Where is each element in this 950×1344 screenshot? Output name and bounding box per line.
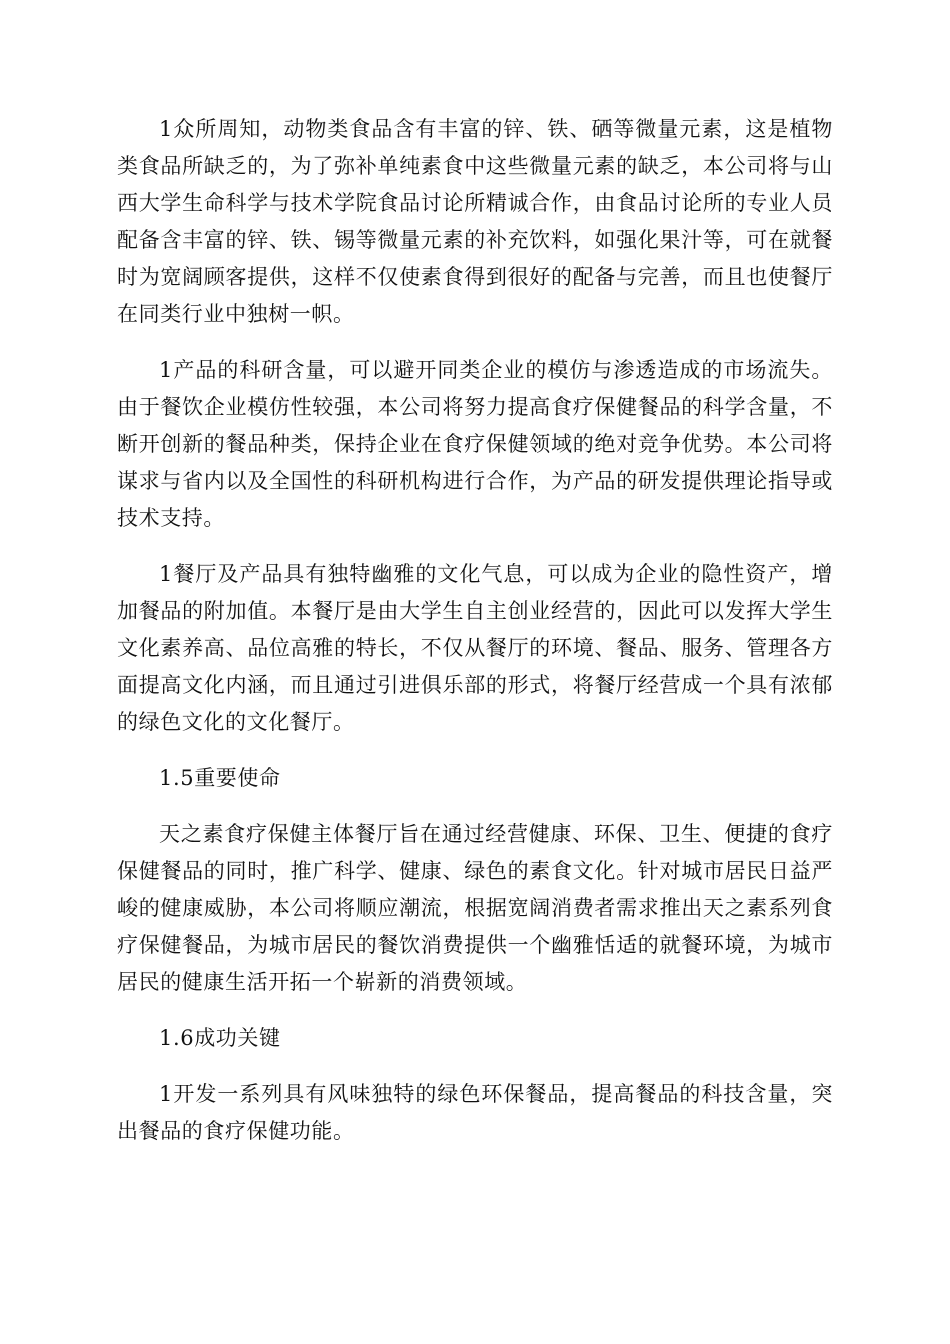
paragraph-gap — [117, 797, 833, 816]
paragraph-success-key-1: 1开发一系列具有风味独特的绿色环保餐品，提高餐品的科技含量，突出餐品的食疗保健功能。 — [117, 1082, 833, 1143]
section-heading-success-keys: 1.6成功关键 — [159, 1026, 281, 1050]
paragraph-gap — [117, 1001, 833, 1020]
paragraph-trace-elements: 1众所周知，动物类食品含有丰富的锌、铁、硒等微量元素，这是植物类食品所缺乏的，为了弥补单纯素食中这些微量元素的缺乏，本公司将与山西大学生命科学与技术学院食品讨论所精诚合作，由食品讨论所的专业人员配备含丰富的锌、铁、锡等微量元素的补充饮料，如强化果汁等，可在就餐时为宽阔顾客提供，这样不仅使素食得到很好的配备与完善，而且也使餐厅在同类行业中独树一帜。 — [117, 117, 833, 326]
paragraph-gap — [117, 537, 833, 556]
paragraph-gap — [117, 333, 833, 352]
section-heading-mission: 1.5重要使命 — [159, 766, 281, 790]
paragraph-gap — [117, 741, 833, 760]
paragraph-gap — [117, 1057, 833, 1076]
paragraph-research-content: 1产品的科研含量，可以避开同类企业的模仿与渗透造成的市场流失。由于餐饮企业模仿性较强，本公司将努力提高食疗保健餐品的科学含量，不断开创新的餐品种类，保持企业在食疗保健领域的绝对竞争优势。本公司将谋求与省内以及全国性的科研机构进行合作，为产品的研发提供理论指导或技术支持。 — [117, 358, 833, 530]
paragraph-cultural-atmosphere: 1餐厅及产品具有独特幽雅的文化气息，可以成为企业的隐性资产，增加餐品的附加值。本餐厅是由大学生自主创业经营的，因此可以发挥大学生文化素养高、品位高雅的特长，不仅从餐厅的环境、餐品、服务、管理各方面提高文化内涵，而且通过引进俱乐部的形式，将餐厅经营成一个具有浓郁的绿色文化的文化餐厅。 — [117, 562, 833, 734]
document-page — [117, 111, 833, 1150]
paragraph-mission: 天之素食疗保健主体餐厅旨在通过经营健康、环保、卫生、便捷的食疗保健餐品的同时，推广科学、健康、绿色的素食文化。针对城市居民日益严峻的健康威胁，本公司将顺应潮流，根据宽阔消费者需求推出天之素系列食疗保健餐品，为城市居民的餐饮消费提供一个幽雅恬适的就餐环境，为城市居民的健康生活开拓一个崭新的消费领域。 — [117, 822, 833, 994]
